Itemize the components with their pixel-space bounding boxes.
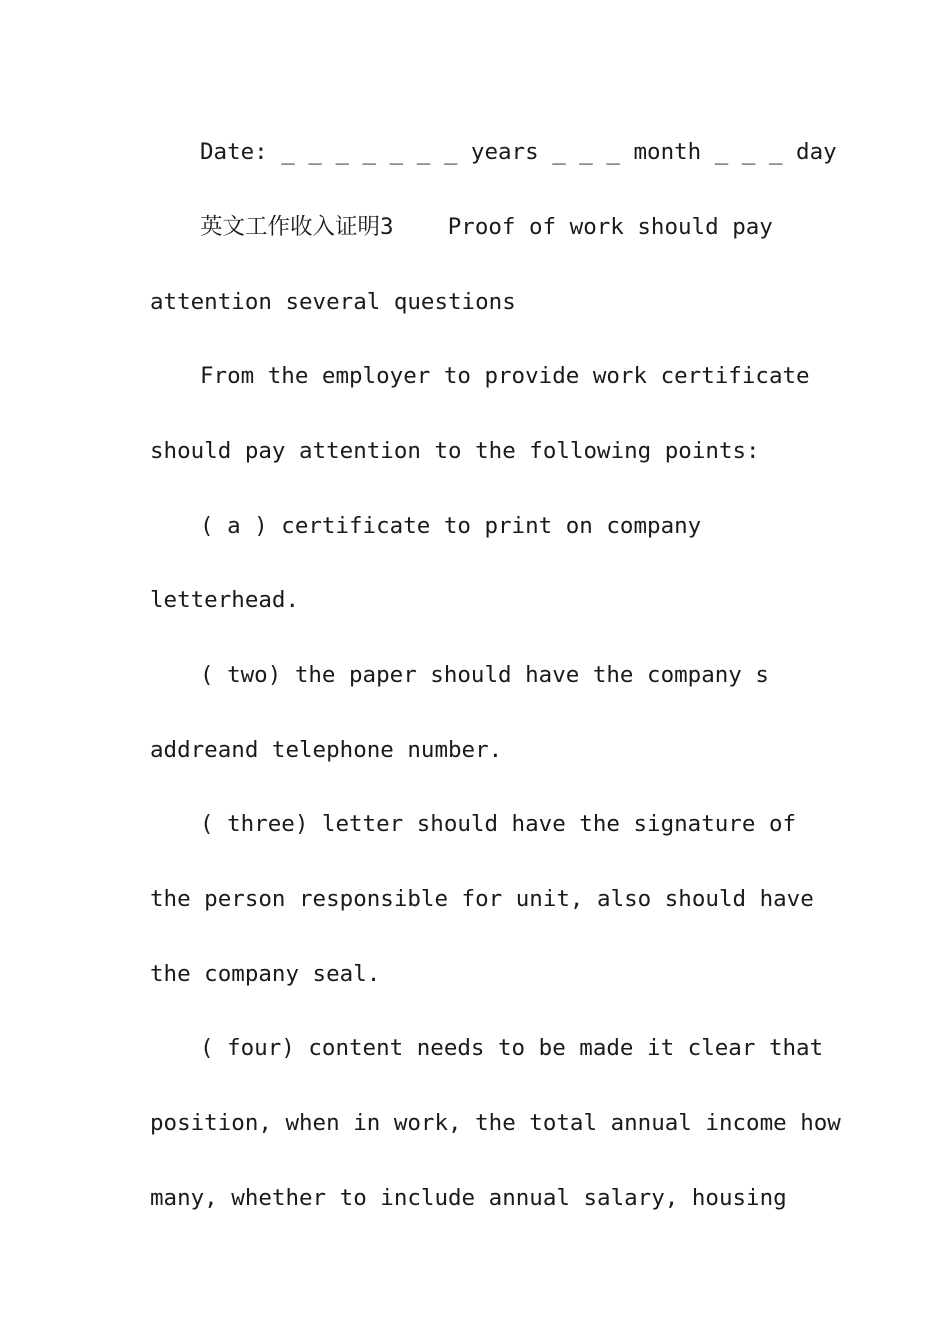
list-item-three-line: ( three) letter should have the signature of	[200, 811, 797, 837]
section-heading-line: 英文工作收入证明3 Proof of work should pay	[200, 214, 773, 240]
text-line: letterhead.	[150, 587, 300, 613]
text-line: the company seal.	[150, 961, 381, 987]
text-line: addreand telephone number.	[150, 737, 503, 763]
list-item-a-line: ( a ) certificate to print on company	[200, 513, 702, 539]
text-line: position, when in work, the total annual income how	[150, 1110, 841, 1136]
text-line: many, whether to include annual salary, housing	[150, 1185, 787, 1211]
list-item-four-line: ( four) content needs to be made it clear that	[200, 1035, 824, 1061]
paragraph-start-line: From the employer to provide work certificate	[200, 363, 810, 389]
text-line: should pay attention to the following points:	[150, 438, 760, 464]
text-line: attention several questions	[150, 289, 516, 315]
text-line: the person responsible for unit, also should have	[150, 886, 814, 912]
date-line: Date: _ _ _ _ _ _ _ years _ _ _ month _ _ _ day	[200, 139, 837, 165]
list-item-two-line: ( two) the paper should have the company s	[200, 662, 769, 688]
